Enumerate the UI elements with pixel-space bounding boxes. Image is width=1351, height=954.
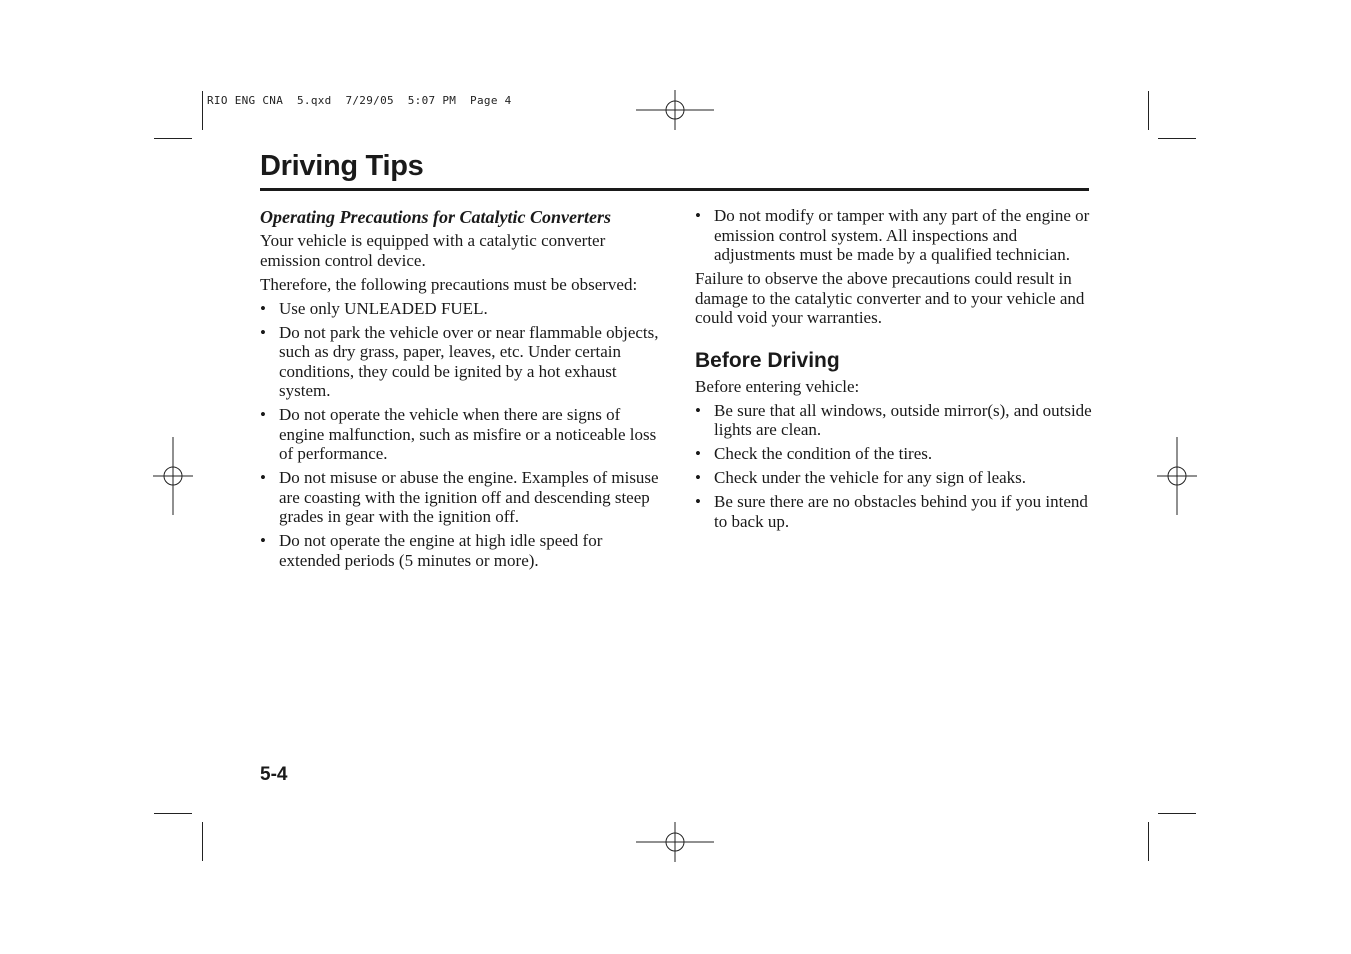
title-rule [260, 188, 1089, 191]
bullet-icon: • [695, 444, 701, 463]
list-item: • Use only UNLEADED FUEL. [260, 298, 488, 318]
right-column [695, 206, 1095, 536]
registration-mark-bottom-icon [636, 822, 714, 862]
print-slug: RIO ENG CNA 5.qxd 7/29/05 5:07 PM Page 4 [207, 94, 512, 107]
precautions-list [260, 299, 660, 571]
bullet-icon: • [260, 468, 266, 487]
crop-mark-top-left-v [202, 91, 203, 130]
crop-mark-top-right-h [1158, 138, 1196, 139]
catalytic-converter-subheading: Operating Precautions for Catalytic Converters [260, 207, 611, 227]
registration-mark-left-icon [153, 437, 193, 515]
bullet-icon: • [260, 322, 266, 342]
bullet-icon: • [695, 492, 701, 511]
registration-mark-right-icon [1157, 437, 1197, 515]
crop-mark-bottom-left-h [154, 813, 192, 814]
list-item: • Do not operate the engine at high idle speed for extended periods (5 minutes or more). [260, 531, 603, 570]
catalytic-intro-paragraph: Your vehicle is equipped with a catalytic converter emission control device. [260, 231, 606, 270]
precautions-intro-paragraph: Therefore, the following precautions must be observed: [260, 274, 638, 294]
before-driving-list [695, 401, 1095, 532]
list-item: • Check the condition of the tires. [695, 444, 933, 463]
list-item: • Do not operate the vehicle when there are signs of engine malfunction, such as misfire or a noticeable loss of performance. [260, 405, 657, 463]
precautions-list-continued [695, 206, 1095, 265]
page-title: Driving Tips [260, 150, 424, 182]
bullet-icon: • [260, 298, 266, 318]
crop-mark-bottom-right-v [1148, 822, 1149, 861]
list-item: • Do not modify or tamper with any part of the engine or emission control system. All inspections and adjustments must be made by a qualified technician. [695, 206, 1090, 264]
crop-mark-bottom-left-v [202, 822, 203, 861]
before-driving-heading: Before Driving [695, 348, 840, 372]
crop-mark-top-right-v [1148, 91, 1149, 130]
bullet-icon: • [260, 405, 266, 424]
page-number: 5-4 [260, 764, 288, 785]
registration-mark-top-icon [636, 90, 714, 130]
bullet-icon: • [260, 531, 266, 550]
before-entering-paragraph: Before entering vehicle: [695, 376, 860, 396]
list-item: • Check under the vehicle for any sign of leaks. [695, 468, 1027, 487]
crop-mark-bottom-right-h [1158, 813, 1196, 814]
list-item: • Do not park the vehicle over or near flammable objects, such as dry grass, paper, leaves, etc. Under certain conditions, they could be ignited by a hot exhaust system. [260, 322, 659, 400]
crop-mark-top-left-h [154, 138, 192, 139]
left-column [260, 206, 660, 575]
bullet-icon: • [695, 468, 701, 487]
list-item: • Be sure that all windows, outside mirror(s), and outside lights are clean. [695, 400, 1092, 439]
list-item: • Be sure there are no obstacles behind you if you intend to back up. [695, 492, 1088, 531]
bullet-icon: • [695, 400, 701, 420]
list-item: • Do not misuse or abuse the engine. Examples of misuse are coasting with the ignition off and descending steep grades in gear with the ignition off. [260, 468, 659, 526]
failure-warning-paragraph: Failure to observe the above precautions could result in damage to the catalytic converter and to your vehicle and could void your warranties. [695, 269, 1085, 327]
bullet-icon: • [695, 206, 701, 225]
